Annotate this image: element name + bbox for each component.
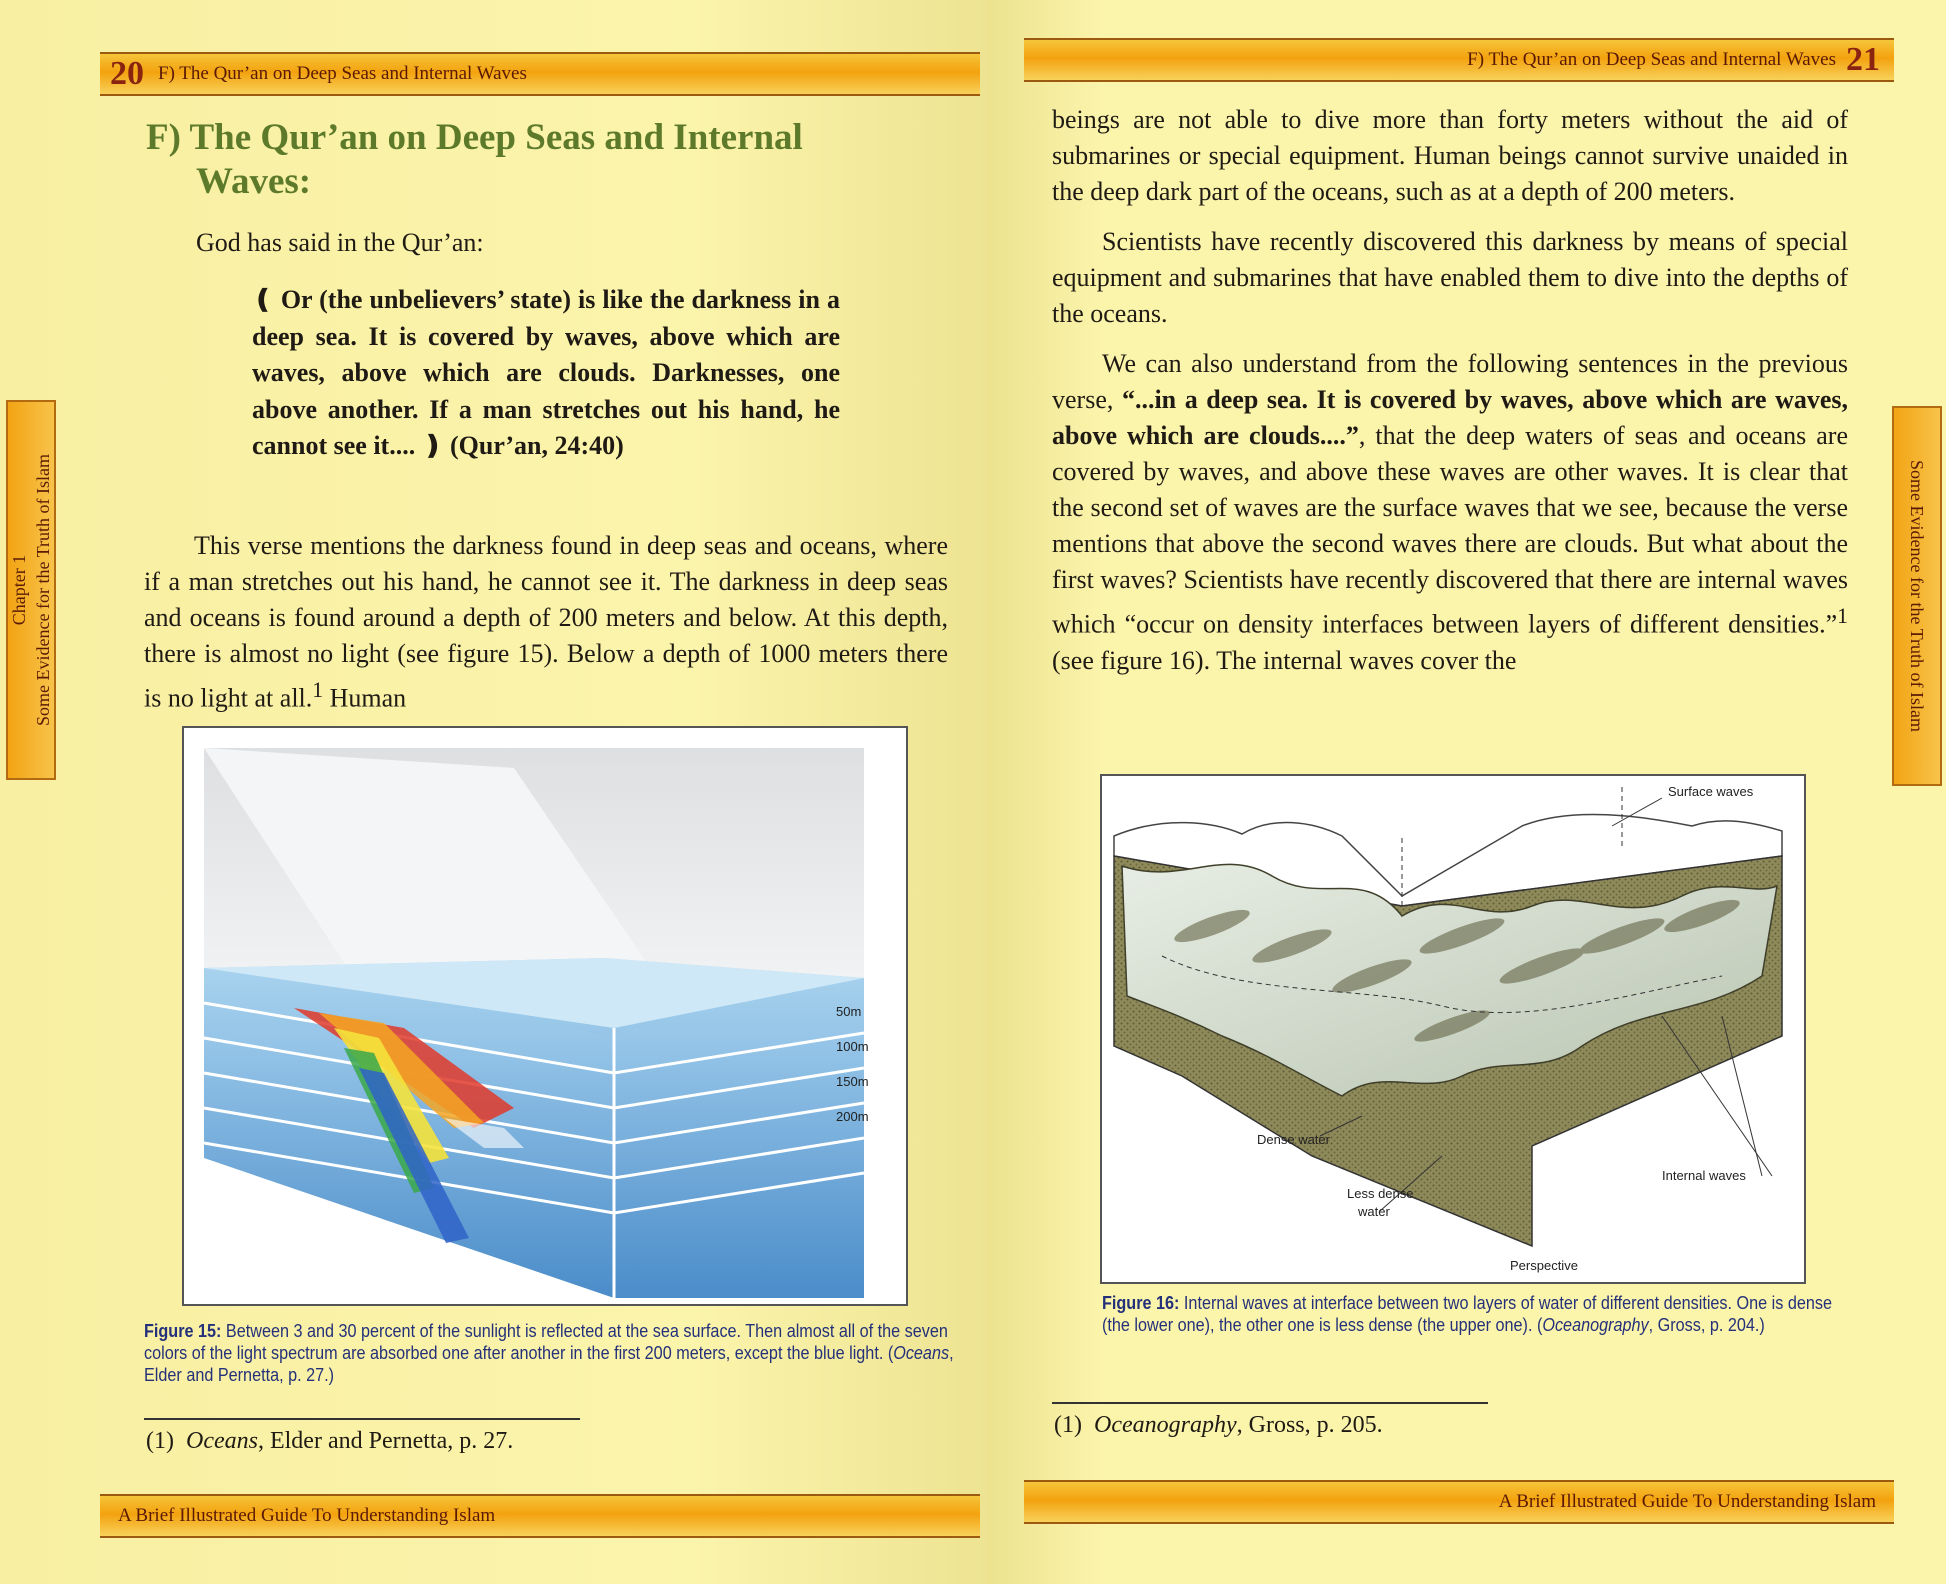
quote-reference: (Qur’an, 24:40)	[443, 431, 624, 460]
left-side-tab	[6, 400, 56, 780]
quote-intro: God has said in the Qur’an:	[196, 228, 484, 257]
left-footer-band	[100, 1494, 980, 1538]
right-paragraph-3-quote: “...in a deep sea. It is covered by waves, above which are waves, above which are clouds....”	[1052, 385, 1849, 450]
figure-15-label: Figure 15:	[144, 1321, 222, 1341]
heading-line-1: F) The Qur’an on Deep Seas and Internal	[146, 117, 803, 158]
depth-label-100: 100m	[836, 1039, 869, 1054]
right-footnote-rest: , Gross, p. 205.	[1236, 1412, 1383, 1438]
depth-label-200: 200m	[836, 1109, 869, 1124]
right-header-title: F) The Qur’an on Deep Seas and Internal Waves	[1467, 49, 1836, 70]
right-footnote-number: (1)	[1054, 1412, 1082, 1438]
right-footer-title: A Brief Illustrated Guide To Understanding Islam	[1498, 1491, 1876, 1512]
internal-waves-diagram	[1102, 776, 1804, 1282]
light-absorption-diagram	[184, 728, 906, 1304]
left-paragraph-end: Human	[323, 683, 407, 713]
label-surface-waves: Surface waves	[1668, 784, 1754, 799]
right-footer-band	[1024, 1480, 1894, 1524]
figure-15-caption-source: Oceans	[893, 1343, 950, 1363]
side-tab-chapter: Chapter 1	[9, 554, 29, 626]
right-side-tab	[1892, 406, 1942, 786]
figure-15-caption	[144, 1320, 954, 1386]
label-less-dense-1: Less dense	[1347, 1186, 1414, 1201]
left-page-number: 20	[110, 55, 144, 92]
left-footnote-rule	[144, 1418, 580, 1420]
label-dense-water: Dense water	[1257, 1132, 1330, 1147]
quran-quote	[252, 282, 840, 465]
label-less-dense-2: water	[1358, 1204, 1390, 1219]
right-footnote-rule	[1052, 1402, 1488, 1404]
right-paragraph-2: Scientists have recently discovered this darkness by means of special equipment and submarines that have enabled them to dive into the depths of the oceans.	[1052, 227, 1848, 328]
figure-16-caption	[1102, 1292, 1854, 1336]
right-paragraphs	[1052, 102, 1848, 693]
right-paragraph-3-c: (see figure 16). The internal waves cover the	[1052, 645, 1517, 675]
left-header-band	[100, 52, 980, 96]
figure-16-caption-text: Internal waves at interface between two layers of water of different densities. One is dense (the lower one), the other one is less dense (the upper one). (	[1102, 1293, 1832, 1335]
left-footnote	[146, 1428, 513, 1455]
figure-15	[182, 726, 908, 1306]
right-paragraph-3-a: We can also understand from the following sentences in the previous verse,	[1052, 349, 1848, 414]
figure-16-label: Figure 16:	[1102, 1293, 1180, 1313]
figure-16-caption-source: Oceanography	[1542, 1315, 1649, 1335]
right-footnote-ref: 1	[1837, 604, 1848, 628]
right-paragraph-1: beings are not able to dive more than forty meters without the aid of submarines or special equipment. Human beings cannot survive unaided in the deep dark part of the oceans, such as at a depth of 200 meters.	[1052, 105, 1848, 206]
left-footnote-rest: , Elder and Pernetta, p. 27.	[257, 1428, 514, 1454]
left-header-title: F) The Qur’an on Deep Seas and Internal Waves	[158, 63, 527, 84]
left-paragraph-text: This verse mentions the darkness found in deep seas and oceans, where if a man stretches out his hand, he cannot see it. The darkness in deep seas and oceans is found around a depth of 200 meters and below. At this depth, there is almost no light (see figure 15). Below a depth of 1000 meters there is no light at all.	[144, 531, 948, 713]
right-footnote	[1054, 1412, 1383, 1439]
figure-15-caption-end: , Elder and Pernetta, p. 27.)	[144, 1343, 954, 1385]
right-header-band	[1024, 38, 1894, 82]
heading-line-2: Waves:	[196, 161, 312, 202]
right-paragraph-3	[1052, 346, 1848, 679]
right-page-number: 21	[1846, 41, 1880, 78]
section-heading	[146, 116, 866, 204]
figure-15-caption-text: Between 3 and 30 percent of the sunlight is reflected at the sea surface. Then almost all of the seven colors of the light spectrum are absorbed one after another in the first 200 meters, except the blue light. (	[144, 1321, 948, 1363]
left-footer-title: A Brief Illustrated Guide To Understanding Islam	[118, 1505, 496, 1526]
left-footnote-number: (1)	[146, 1428, 174, 1454]
right-side-tab-text: Some Evidence for the Truth of Islam	[1907, 460, 1927, 732]
depth-label-150: 150m	[836, 1074, 869, 1089]
footnote-ref: 1	[312, 678, 324, 702]
left-paragraph	[144, 528, 948, 731]
right-page	[988, 0, 1946, 1584]
label-perspective: Perspective	[1510, 1258, 1578, 1273]
figure-16-caption-end: , Gross, p. 204.)	[1648, 1315, 1765, 1335]
figure-16	[1100, 774, 1806, 1284]
left-footnote-source: Oceans	[185, 1428, 258, 1454]
label-internal-waves: Internal waves	[1662, 1168, 1746, 1183]
quote-text: ❪ Or (the unbelievers’ state) is like the darkness in a deep sea. It is covered by waves, above which are waves, above which are clouds. Darknesses, one above another. If a man stretches out his hand, he cannot see it.... ❫	[252, 285, 840, 460]
right-footnote-source: Oceanography	[1093, 1412, 1237, 1438]
depth-label-50: 50m	[836, 1004, 862, 1019]
side-tab-subtitle: Some Evidence for the Truth of Islam	[33, 454, 53, 726]
right-paragraph-3-b: , that the deep waters of seas and oceans are covered by waves, and above these waves are other waves. It is clear that the second set of waves are the surface waves that we see, because the verse mentions that above the second waves there are clouds. But what about the first waves? Scientists have recently discovered that there are internal waves which “occur on density interfaces between layers of different densities.”	[1052, 421, 1848, 639]
